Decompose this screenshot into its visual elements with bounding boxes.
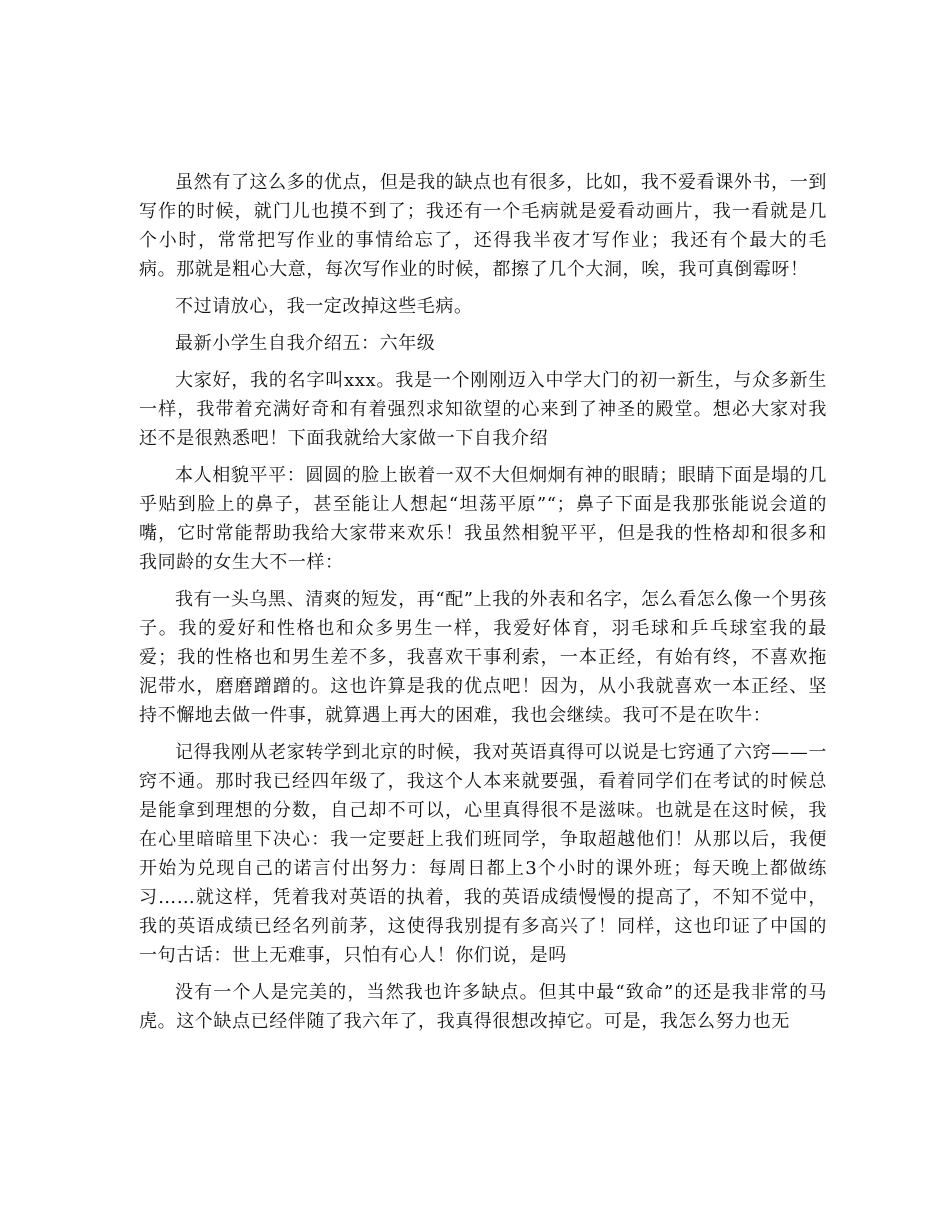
- paragraph-carelessness: 没有一个人是完美的，当然我也许多缺点。但其中最“致命”的还是我非常的马虎。这个缺点已经伴随了我六年了，我真得很想改掉它。可是，我怎么努力也无: [139, 982, 827, 1032]
- paragraph-shortcomings: 虽然有了这么多的优点，但是我的缺点也有很多，比如，我不爱看课外书，一到写作的时候，就门儿也摸不到了；我还有一个毛病就是爱看动画片，我一看就是几个小时，常常把写作业的事情给忘了，还得我半夜才写作业；我还有个最大的毛病。那就是粗心大意，每次写作业的时候，都擦了几个大洞，唉，我可真倒霉呀！: [139, 172, 827, 280]
- paragraph-english-story: 记得我刚从老家转学到北京的时候，我对英语真得可以说是七窍通了六窍——一窍不通。那时我已经四年级了，我这个人本来就要强，看着同学们在考试的时候总是能拿到理想的分数，自己却不可以，心里真得很不是滋味。也就是在这时候，我在心里暗暗里下决心：我一定要赶上我们班同学，争取超越他们！从那以后，我便开始为兑现自己的诺言付出努力：每周日都上3个小时的课外班；每天晚上都做练习……就这样，凭着我对英语的执着，我的英语成绩慢慢的提高了，不知不觉中，我的英语成绩已经名列前茅，这使得我别提有多高兴了！同样，这也印证了中国的一句古话：世上无难事，只怕有心人！你们说，是吗: [139, 742, 827, 966]
- paragraph-appearance: 本人相貌平平：圆圆的脸上嵌着一双不大但炯炯有神的眼睛；眼睛下面是塌的几乎贴到脸上的鼻子，甚至能让人想起“坦荡平原”“；鼻子下面是我那张能说会道的嘴，它时常能帮助我给大家带来欢乐！我虽然相貌平平，但是我的性格却和很多和我同龄的女生大不一样：: [139, 465, 827, 573]
- paragraph-greeting: 大家好，我的名字叫xxx。我是一个刚刚迈入中学大门的初一新生，与众多新生一样，我带着充满好奇和有着强烈求知欲望的心来到了神圣的殿堂。想必大家对我还不是很熟悉吧！下面我就给大家做一下自我介绍: [139, 370, 827, 449]
- section-heading: 最新小学生自我介绍五：六年级: [175, 333, 436, 354]
- paragraph-personality: 我有一头乌黑、清爽的短发，再“配”上我的外表和名字，怎么看怎么像一个男孩子。我的爱好和性格也和众多男生一样，我爱好体育，羽毛球和乒乓球室我的最爱；我的性格也和男生差不多，我喜欢干事利索，一本正经，有始有终，不喜欢拖泥带水，磨磨蹭蹭的。这也许算是我的优点吧！因为，从小我就喜欢一本正经、坚持不懈地去做一件事，就算遇上再大的困难，我也会继续。我可不是在吹牛：: [139, 589, 828, 726]
- document-body: [139, 168, 827, 1044]
- paragraph-promise: 不过请放心，我一定改掉这些毛病。: [175, 296, 473, 317]
